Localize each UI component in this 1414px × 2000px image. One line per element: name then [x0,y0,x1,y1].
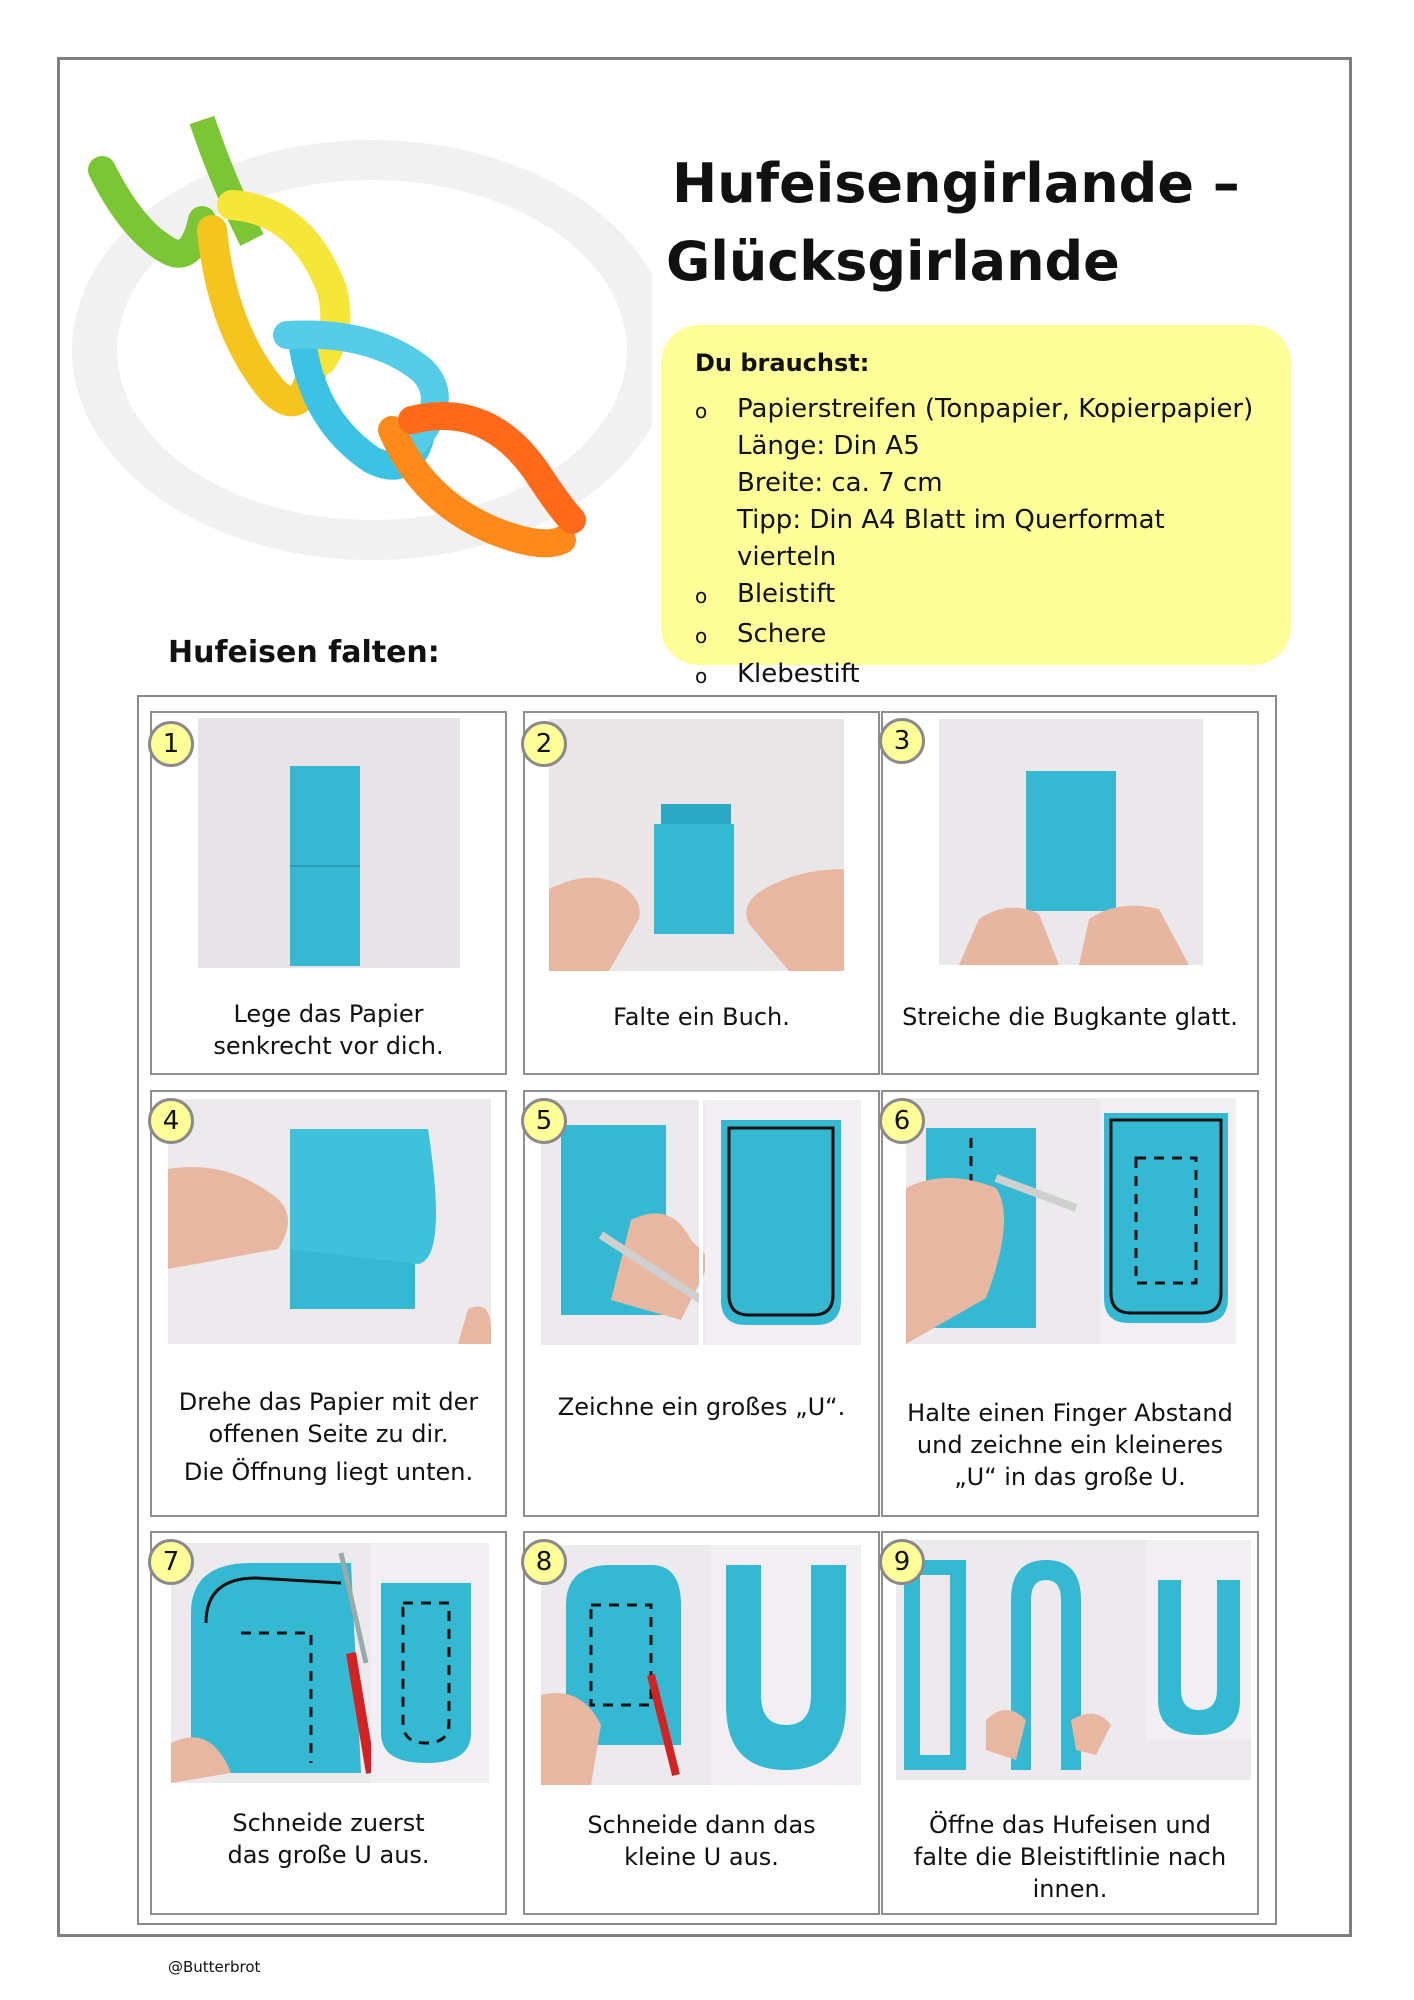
step-photo [896,1540,1251,1780]
step-caption [883,1809,1257,1905]
caption-line: Zeichne ein großes „U“. [557,1393,846,1421]
caption-line: Drehe das Papier mit der [178,1388,479,1416]
step-caption [525,1809,878,1873]
step-photo [906,1098,1236,1344]
materials-item [695,391,1257,576]
materials-item-text: Klebestift [737,659,860,689]
caption-line: innen. [1032,1875,1108,1903]
materials-item-text: Papierstreifen (Tonpapier, Kopierpapier) [737,394,1254,424]
caption-line: Falte ein Buch. [613,1003,790,1031]
step-card-5 [523,1090,880,1517]
step-card-1 [150,711,507,1075]
caption-line: Lege das Papier [233,1000,424,1028]
materials-box [661,325,1291,689]
garland-hero-image [72,100,652,580]
caption-line: Schneide dann das [587,1811,816,1839]
caption-line: das große U aus. [227,1841,430,1869]
step-card-4 [150,1090,507,1517]
step-number-badge: 9 [879,1539,925,1585]
caption-line: Schneide zuerst [232,1809,425,1837]
bullet-icon: o [695,664,708,688]
caption-line: „U“ in das große U. [954,1463,1186,1491]
step-number-badge: 7 [148,1539,194,1585]
bullet-icon: o [695,399,708,423]
step-number-badge: 4 [148,1098,194,1144]
step-card-8 [523,1531,880,1915]
materials-heading: Du brauchst: [695,349,870,377]
step-caption [883,1001,1257,1033]
step-card-7 [150,1531,507,1915]
step-caption [525,1391,878,1423]
step-number-badge: 6 [879,1098,925,1144]
materials-item-text: Breite: ca. 7 cm [737,468,943,498]
caption-line: falte die Bleistiftlinie nach [913,1843,1227,1871]
bullet-icon: o [695,624,708,648]
caption-line: Halte einen Finger Abstand [907,1399,1233,1427]
caption-line: kleine U aus. [624,1843,779,1871]
step-caption [152,1386,505,1488]
materials-item-text: Bleistift [737,579,836,609]
step-number-badge: 1 [148,721,194,767]
materials-item [695,576,1257,616]
section-heading: Hufeisen falten: [168,635,440,670]
step-caption [152,998,505,1062]
step-card-3 [881,711,1259,1075]
footer-credit: @Butterbrot [168,1958,261,1976]
step-photo [939,719,1203,965]
step-number-badge: 8 [521,1539,567,1585]
title-line-1: Hufeisengirlande – [672,152,1240,215]
step-number-badge: 5 [521,1098,567,1144]
materials-item [695,616,1257,656]
step-caption [525,1001,878,1033]
step-number-badge: 3 [879,718,925,764]
caption-line: Streiche die Bugkante glatt. [902,1003,1238,1031]
step-photo [171,1543,489,1783]
caption-line: und zeichne ein kleineres [916,1431,1224,1459]
caption-line: offenen Seite zu dir. [208,1420,449,1448]
materials-item-text: Schere [737,619,827,649]
caption-line: Öffne das Hufeisen und [928,1811,1211,1839]
materials-item-text: Länge: Din A5 [737,431,920,461]
step-card-6 [881,1090,1259,1517]
step-photo [541,1545,861,1785]
step-photo [541,1100,861,1345]
step-caption [883,1397,1257,1493]
caption-line: senkrecht vor dich. [213,1032,444,1060]
step-card-2 [523,711,880,1075]
step-photo [198,718,460,968]
materials-list [695,391,1257,696]
step-card-9 [881,1531,1259,1915]
step-number-badge: 2 [521,721,567,767]
page-title [666,145,1312,301]
caption-line: Die Öffnung liegt unten. [183,1458,474,1486]
materials-item [695,656,1257,696]
step-photo [168,1099,491,1344]
step-photo [549,719,844,971]
materials-item-text: Tipp: Din A4 Blatt im Querformat vierteln [737,505,1165,572]
step-caption [152,1807,505,1871]
bullet-icon: o [695,584,708,608]
title-line-2: Glücksgirlande [666,230,1120,293]
